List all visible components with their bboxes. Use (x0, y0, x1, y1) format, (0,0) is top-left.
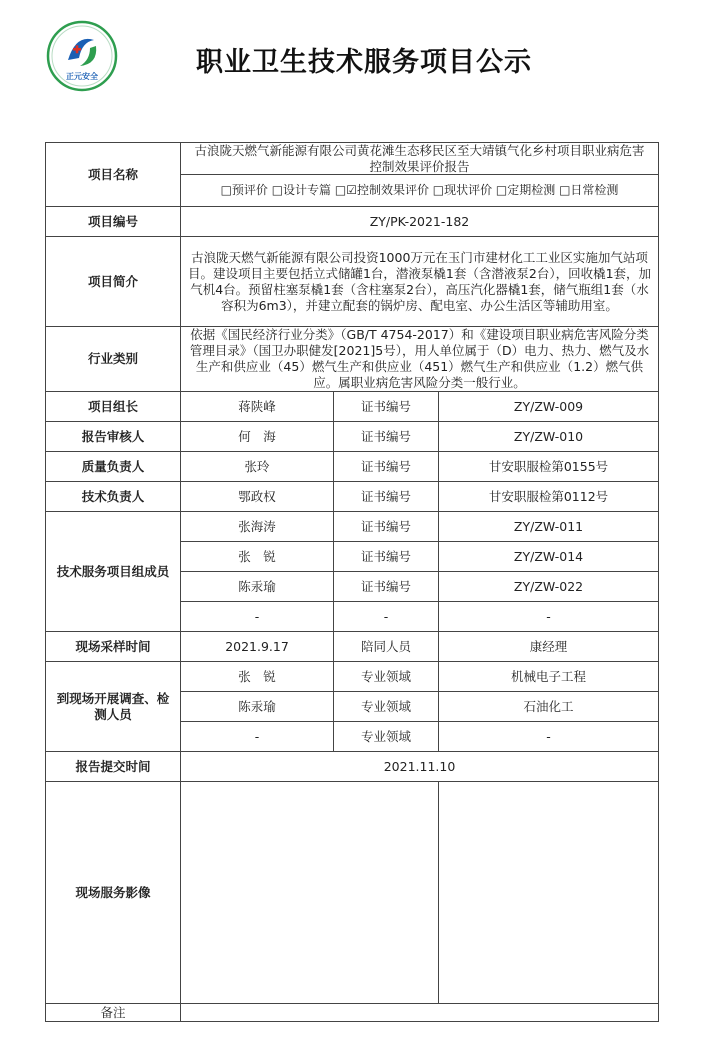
staff-field: 证书编号 (334, 482, 439, 512)
row-images (46, 782, 659, 1004)
page-title: 职业卫生技术服务项目公示 (196, 47, 532, 78)
survey-member-name: 陈汞瑜 (181, 692, 334, 722)
survey-member-field: 专业领域 (334, 692, 439, 722)
survey-member-name: - (181, 722, 334, 752)
row-technical-lead (46, 482, 659, 512)
staff-label: 质量负责人 (46, 452, 181, 482)
staff-label: 报告审核人 (46, 422, 181, 452)
row-team-member (46, 512, 659, 542)
team-member-field: 证书编号 (334, 512, 439, 542)
row-submit (46, 752, 659, 782)
company-logo (46, 20, 118, 92)
project-intro-value: 古浪陇天燃气新能源有限公司投资1000万元在玉门市建材化工工业区实施加气站项目。建设项目主要包括立式储罐1台，潜液泵橇1套（含潜液泵2台），回收橇1套，加气机4台。预留柱塞泵橇1套（含柱塞泵2台），高压汽化器橇1套，储气瓶组1套（水容积为6m3），并建立配套的锅炉房、配电室、办公生活区等辅助用室。 (181, 237, 659, 327)
row-quality-lead (46, 452, 659, 482)
staff-name: 蒋陕峰 (181, 392, 334, 422)
team-member-name: 张海涛 (181, 512, 334, 542)
submit-date: 2021.11.10 (181, 752, 659, 782)
remark-label: 备注 (46, 1004, 181, 1022)
staff-cert: 甘安职服检第0112号 (439, 482, 659, 512)
row-sampling (46, 632, 659, 662)
row-remark (46, 1004, 659, 1022)
project-info-table (45, 142, 659, 1022)
team-member-name: 张 锐 (181, 542, 334, 572)
submit-label: 报告提交时间 (46, 752, 181, 782)
team-member-cert: ZY/ZW-022 (439, 572, 659, 602)
row-project-intro (46, 237, 659, 327)
image-slot-left (181, 782, 439, 1004)
project-name-value: 古浪陇天燃气新能源有限公司黄花滩生态移民区至大靖镇气化乡村项目职业病危害控制效果评价报告 (181, 143, 658, 175)
project-intro-label: 项目简介 (46, 237, 181, 327)
survey-member-domain: 机械电子工程 (439, 662, 659, 692)
images-label: 现场服务影像 (46, 782, 181, 1004)
survey-member-name: 张 锐 (181, 662, 334, 692)
staff-name: 鄂政权 (181, 482, 334, 512)
project-name-label: 项目名称 (46, 143, 181, 207)
staff-field: 证书编号 (334, 422, 439, 452)
team-member-cert: - (439, 602, 659, 632)
team-member-cert: ZY/ZW-014 (439, 542, 659, 572)
staff-cert: 甘安职服检第0155号 (439, 452, 659, 482)
logo-text: 正元安全 (66, 72, 98, 81)
row-report-reviewer (46, 422, 659, 452)
project-no-label: 项目编号 (46, 207, 181, 237)
row-project-no (46, 207, 659, 237)
sampling-field: 陪同人员 (334, 632, 439, 662)
survey-member-domain: - (439, 722, 659, 752)
survey-label: 到现场开展调查、检测人员 (46, 662, 181, 752)
row-survey-member (46, 662, 659, 692)
staff-cert: ZY/ZW-009 (439, 392, 659, 422)
survey-member-field: 专业领域 (334, 662, 439, 692)
row-project-name (46, 143, 659, 207)
survey-member-field: 专业领域 (334, 722, 439, 752)
staff-field: 证书编号 (334, 452, 439, 482)
row-industry (46, 327, 659, 392)
row-project-leader (46, 392, 659, 422)
evaluation-type-options: □预评价 □设计专篇 □☑控制效果评价 □现状评价 □定期检测 □日常检测 (220, 183, 619, 197)
team-label: 技术服务项目组成员 (46, 512, 181, 632)
sampling-label: 现场采样时间 (46, 632, 181, 662)
sampling-date: 2021.9.17 (181, 632, 334, 662)
survey-member-domain: 石油化工 (439, 692, 659, 722)
staff-label: 技术负责人 (46, 482, 181, 512)
staff-cert: ZY/ZW-010 (439, 422, 659, 452)
image-slot-right (439, 782, 659, 1004)
remark-value (181, 1004, 659, 1022)
industry-label: 行业类别 (46, 327, 181, 392)
team-member-field: - (334, 602, 439, 632)
staff-field: 证书编号 (334, 392, 439, 422)
team-member-name: 陈汞瑜 (181, 572, 334, 602)
team-member-cert: ZY/ZW-011 (439, 512, 659, 542)
staff-name: 何 海 (181, 422, 334, 452)
sampling-companion: 康经理 (439, 632, 659, 662)
team-member-field: 证书编号 (334, 572, 439, 602)
project-no-value: ZY/PK-2021-182 (181, 207, 659, 237)
staff-label: 项目组长 (46, 392, 181, 422)
team-member-name: - (181, 602, 334, 632)
team-member-field: 证书编号 (334, 542, 439, 572)
industry-value: 依据《国民经济行业分类》（GB/T 4754-2017）和《建设项目职业病危害风险分类管理目录》（国卫办职健发[2021]5号），用人单位属于（D）电力、热力、燃气及水生产和供应业（45）燃气生产和供应业（451）燃气生产和供应业（1.2）燃气供应。属职业病危害风险分类一般行业。 (181, 327, 659, 392)
staff-name: 张玲 (181, 452, 334, 482)
